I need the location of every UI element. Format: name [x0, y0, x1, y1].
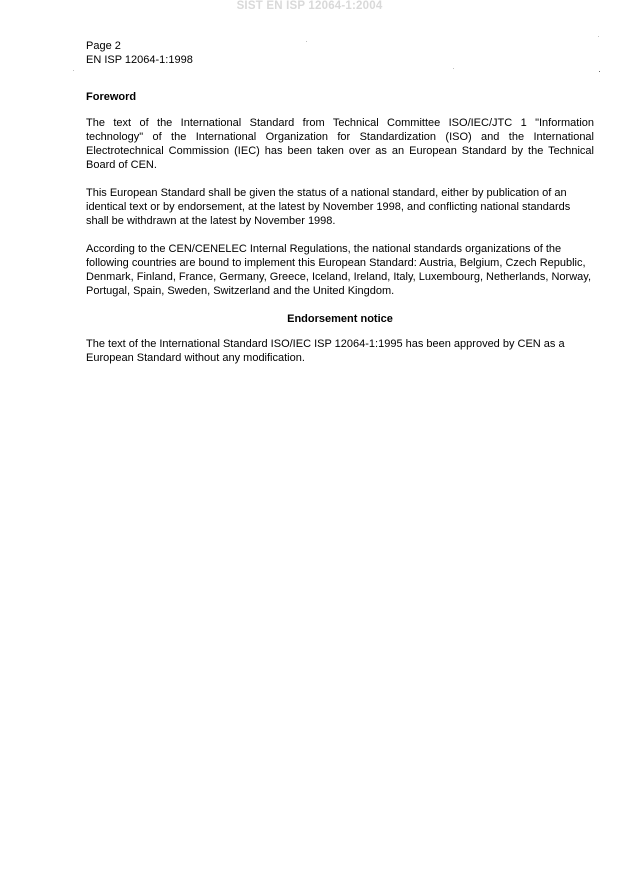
- watermark: SIST EN ISP 12064-1:2004: [236, 0, 383, 12]
- endorsement-heading: Endorsement notice: [287, 313, 393, 325]
- scan-speck: [599, 71, 600, 72]
- scan-speck: [73, 70, 74, 71]
- endorsement-paragraph: The text of the International Standard ISO/IEC ISP 12064-1:1995 has been approved by CEN as a European Standard without any modification.: [86, 338, 565, 364]
- scan-speck: [598, 36, 599, 37]
- foreword-paragraph-1: The text of the International Standard from Technical Committee ISO/IEC/JTC 1 "Information technology" of the International Organization for Standardization (ISO) and the International Electrotechnical Commission (IEC) has been taken over as an European Standard by the Technical Board of CEN.: [86, 117, 594, 171]
- page-number: Page 2: [86, 40, 121, 52]
- scan-speck: [453, 68, 454, 69]
- page-header: [86, 39, 193, 67]
- foreword-paragraph-3: According to the CEN/CENELEC Internal Regulations, the national standards organizations of the following countries are bound to implement this European Standard: Austria, Belgium, Czech Republic, Denmark, Finland, France, Germany, Greece, Iceland, Ireland, Italy, Luxembourg, Netherlands, Norway, Portugal, Spain, Sweden, Switzerland and the United Kingdom.: [86, 243, 592, 297]
- foreword-heading: Foreword: [86, 91, 137, 103]
- foreword-paragraph-2: This European Standard shall be given the status of a national standard, either by publication of an identical text or by endorsement, at the latest by November 1998, and conflicting national standards shall be withdrawn at the latest by November 1998.: [86, 187, 571, 227]
- page-body: [86, 90, 594, 379]
- scan-speck: [306, 41, 307, 42]
- document-id: EN ISP 12064-1:1998: [86, 54, 193, 66]
